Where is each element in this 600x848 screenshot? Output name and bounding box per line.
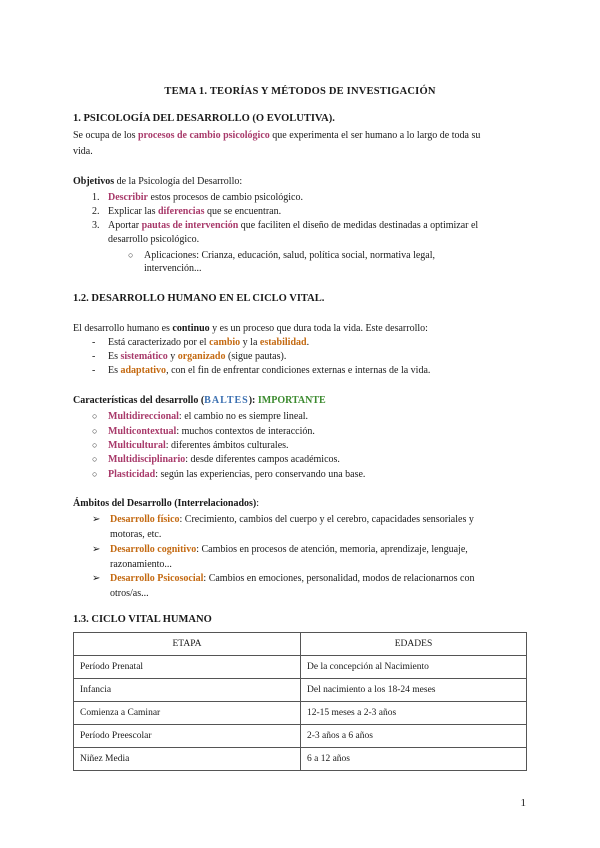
dash-bullet-icon: - [92,351,96,362]
text: que se encuentran. [204,206,282,217]
bold-text: Características del desarrollo ( [73,395,205,406]
objective-item-cont: desarrollo psicológico. [108,234,200,245]
highlight: Multidisciplinario [108,454,186,465]
circle-bullet-icon: ○ [92,440,98,450]
highlight: Multicultural [108,440,166,451]
domain-item-cont: razonamiento... [110,559,172,570]
text: . [306,337,310,348]
cell-edad: 2-3 años a 6 años [301,725,527,748]
sub-bullet-cont: intervención... [144,263,202,274]
highlight: procesos de cambio psicológico [138,130,270,141]
characteristic-item [92,438,289,453]
text: (sigue pautas). [225,351,287,362]
text: que faciliten el diseño de medidas destinadas a optimizar el [238,220,479,231]
text: de la Psicología del Desarrollo: [114,176,243,187]
arrow-bullet-icon: ➢ [92,573,101,584]
circle-bullet-icon: ○ [92,454,98,464]
domains-heading [73,497,259,511]
text: , con el fin de enfrentar condiciones externas e internas de la vida. [166,365,431,376]
cell-etapa: Comienza a Caminar [74,702,301,725]
section-2-heading: 1.2. DESARROLLO HUMANO EN EL CICLO VITAL. [73,293,325,304]
characteristics-heading [73,394,326,408]
cell-edad: Del nacimiento a los 18-24 meses [301,679,527,702]
text: : Cambios en emociones, personalidad, modos de relacionarnos con [203,573,475,584]
circle-bullet-icon: ○ [92,426,98,436]
highlight: Describir [108,192,148,203]
arrow-bullet-icon: ➢ [92,514,101,525]
arrow-bullet-icon: ➢ [92,544,101,555]
text: y [167,351,178,362]
text: Es [108,351,121,362]
author-name: BALTES [204,395,249,406]
page-title: TEMA 1. TEORÍAS Y MÉTODOS DE INVESTIGACIÓN [164,86,436,97]
dash-bullet-icon: - [92,365,96,376]
text: Aportar [108,220,142,231]
text: : según las experiencias, pero conservando una base. [155,469,366,480]
characteristic-item [92,424,315,439]
characteristic-item [92,409,308,424]
dash-item [92,350,286,364]
item-number: 3. [92,220,100,231]
highlight: Desarrollo cognitivo [110,544,197,555]
domain-item [92,513,474,527]
objective-item [92,205,281,219]
table-row [74,725,527,748]
sub-bullet [128,248,435,263]
text: y la [240,337,260,348]
cell-edad: 6 a 12 años [301,748,527,771]
text: Está caracterizado por el [108,337,210,348]
item-number: 1. [92,192,100,203]
highlight: Desarrollo Psicosocial [110,573,204,584]
bold-text: continuo [172,323,210,334]
text: y es un proceso que dura toda la vida. Este desarrollo: [209,323,428,334]
domain-item [92,543,468,557]
highlight: organizado [177,351,226,362]
highlight: sistemático [120,351,168,362]
circle-bullet-icon: ○ [92,469,98,479]
objective-item [92,191,303,205]
column-header-etapa: ETAPA [74,633,301,656]
text: Aplicaciones: Crianza, educación, salud, política social, normativa legal, [144,250,436,261]
domain-item-cont: otros/as... [110,588,149,599]
text: : diferentes ámbitos culturales. [165,440,289,451]
page-number: 1 [520,797,526,809]
column-header-edades: EDADES [301,633,527,656]
text: : desde diferentes campos académicos. [185,454,340,465]
characteristic-item [92,467,365,482]
text: estos procesos de cambio psicológico. [148,192,303,203]
cell-etapa: Período Prenatal [74,656,301,679]
cell-etapa: Infancia [74,679,301,702]
domain-item [92,572,474,586]
section-3-heading: 1.3. CICLO VITAL HUMANO [73,614,212,625]
life-cycle-table [73,632,527,771]
cell-edad: 12-15 meses a 2-3 años [301,702,527,725]
characteristic-item [92,452,340,467]
table-header-row [74,633,527,656]
table-row [74,748,527,771]
highlight: adaptativo [120,365,167,376]
section-1-heading: 1. PSICOLOGÍA DEL DESARROLLO (O EVOLUTIVA). [73,113,335,124]
dash-item [92,364,430,378]
important-label: IMPORTANTE [257,395,326,406]
dash-bullet-icon: - [92,337,96,348]
table-row [74,702,527,725]
highlight: pautas de intervención [141,220,239,231]
text: El desarrollo humano es [73,323,173,334]
bold-text: ): [248,395,258,406]
domain-item-cont: motoras, etc. [110,529,162,540]
cell-edad: De la concepción al Nacimiento [301,656,527,679]
cell-etapa: Niñez Media [74,748,301,771]
circle-bullet-icon: ○ [128,250,134,260]
objectives-intro [73,175,242,189]
text: que experimenta el ser humano a lo largo de toda su [269,130,481,141]
circle-bullet-icon: ○ [92,411,98,421]
objectives-label: Objetivos [73,176,115,187]
highlight: Multidireccional [108,411,179,422]
cell-etapa: Período Preescolar [74,725,301,748]
section-1-paragraph-cont: vida. [73,146,93,157]
item-number: 2. [92,206,100,217]
text: Se ocupa de los [73,130,138,141]
highlight: diferencias [157,206,205,217]
objective-item [92,219,478,233]
section-1-paragraph [73,129,480,143]
highlight: estabilidad [259,337,307,348]
highlight: Multicontextual [108,426,177,437]
highlight: Plasticidad [108,469,156,480]
text: Es [108,365,121,376]
bold-text: Ámbitos del Desarrollo (Interrelacionados) [73,498,257,509]
table-row [74,656,527,679]
text: : el cambio no es siempre lineal. [178,411,309,422]
text: : [256,498,260,509]
highlight: Desarrollo físico [110,514,180,525]
dash-item [92,336,309,350]
table-row [74,679,527,702]
highlight: cambio [209,337,241,348]
section-2-paragraph [73,322,428,336]
text: Explicar las [108,206,158,217]
text: : Crecimiento, cambios del cuerpo y el cerebro, capacidades sensoriales y [179,514,474,525]
text: : muchos contextos de interacción. [176,426,315,437]
text: : Cambios en procesos de atención, memoria, aprendizaje, lenguaje, [196,544,468,555]
